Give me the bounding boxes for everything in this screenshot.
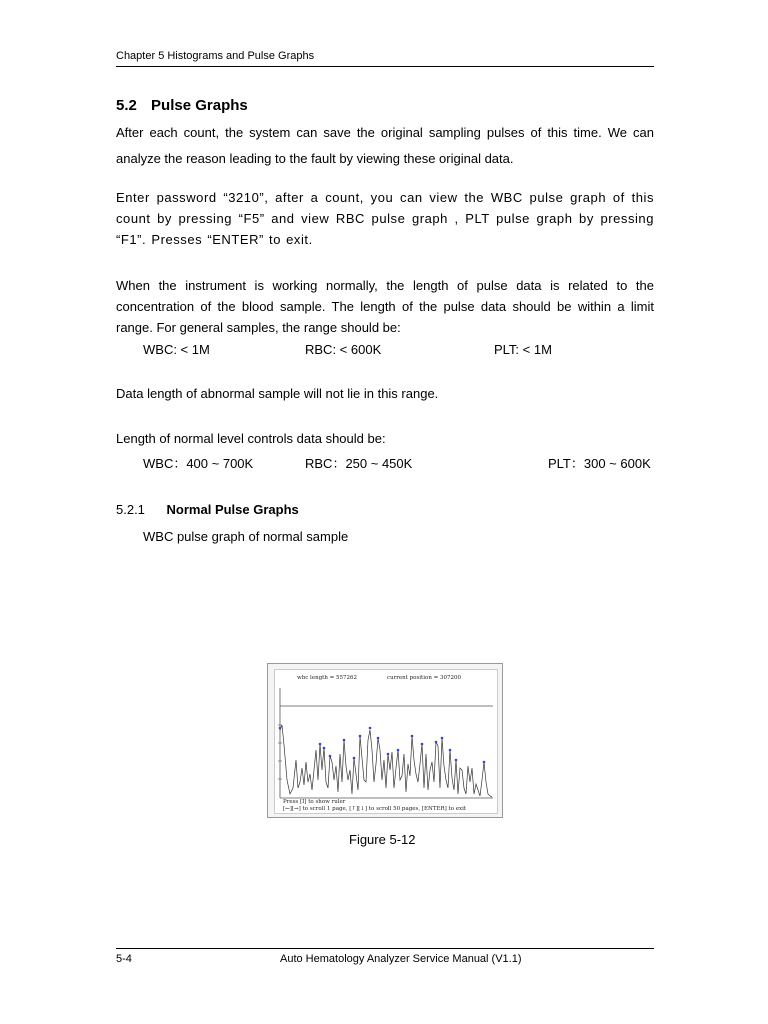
peak-marker <box>441 737 444 740</box>
subsection-number: 5.2.1 <box>116 502 145 517</box>
peak-marker <box>449 749 452 752</box>
paragraph-controls: Length of normal level controls data should be: <box>116 431 386 446</box>
pulse-graph-screen <box>274 669 498 814</box>
help-text-scroll: [←][→] to scroll 1 page, [↑][↓] to scroll 50 pages, [ENTER] to exit <box>283 806 467 812</box>
figure-caption: Figure 5-12 <box>349 832 416 847</box>
section-title <box>116 97 248 114</box>
general-ranges-row <box>0 342 768 362</box>
peak-marker <box>323 747 326 750</box>
paragraph-password: Enter password “3210”, after a count, you can view the WBC pulse graph of this count by pressing “F5” and view RBC pulse graph , PLT pulse graph by pressing “F1”. Presses “ENTER” to exit. <box>116 190 654 247</box>
pulse-waveform <box>280 725 492 797</box>
controls-range-wbc: WBC：400 ~ 700K <box>143 456 254 471</box>
general-range-wbc: WBC: < 1M <box>143 342 210 357</box>
controls-range-rbc: RBC：250 ~ 450K <box>305 456 413 471</box>
peak-marker <box>455 759 458 762</box>
current-position-label: current position = 307200 <box>387 675 461 681</box>
peak-marker <box>279 727 282 730</box>
peak-marker <box>343 739 346 742</box>
peak-marker <box>319 743 322 746</box>
peak-marker <box>369 727 372 730</box>
peak-marker <box>435 741 438 744</box>
pulse-graph-plot <box>275 670 497 813</box>
controls-ranges-row <box>0 453 768 473</box>
peak-marker <box>359 735 362 738</box>
subsection-heading <box>116 502 299 517</box>
figure-intro-caption: WBC pulse graph of normal sample <box>143 529 349 544</box>
footer-title: Auto Hematology Analyzer Service Manual (V1.1) <box>280 953 522 965</box>
section-title-text: Pulse Graphs <box>151 97 248 114</box>
footer-rule <box>116 948 654 949</box>
peak-marker <box>397 749 400 752</box>
general-range-plt: PLT: < 1M <box>494 342 552 357</box>
page-number: 5-4 <box>116 953 132 965</box>
help-text-ruler: Press [I] to show ruler <box>283 799 346 805</box>
paragraph-abnormal: Data length of abnormal sample will not lie in this range. <box>116 386 439 401</box>
peak-marker <box>329 755 332 758</box>
pulse-graph-figure <box>267 663 503 818</box>
peak-marker <box>377 737 380 740</box>
peak-marker <box>421 743 424 746</box>
subsection-title: Normal Pulse Graphs <box>166 502 299 517</box>
wbc-length-label: wbc length = 557262 <box>297 675 357 681</box>
paragraph-intro: After each count, the system can save the original sampling pulses of this time. We can analyze the reason leading to the fault by viewing these original data. <box>116 125 654 166</box>
paragraph-normal-working: When the instrument is working normally, the length of pulse data is related to the concentration of the blood sample. The length of the pulse data should be within a limit range. For general samples, the range should be: <box>116 278 654 335</box>
peak-marker <box>411 735 414 738</box>
peak-marker <box>483 761 486 764</box>
general-range-rbc: RBC: < 600K <box>305 342 382 357</box>
section-number: 5.2 <box>116 97 137 114</box>
peak-marker <box>387 753 390 756</box>
controls-range-plt: PLT：300 ~ 600K <box>548 456 651 471</box>
header-rule <box>116 66 654 67</box>
peak-marker <box>353 757 356 760</box>
chapter-header: Chapter 5 Histograms and Pulse Graphs <box>116 50 315 62</box>
